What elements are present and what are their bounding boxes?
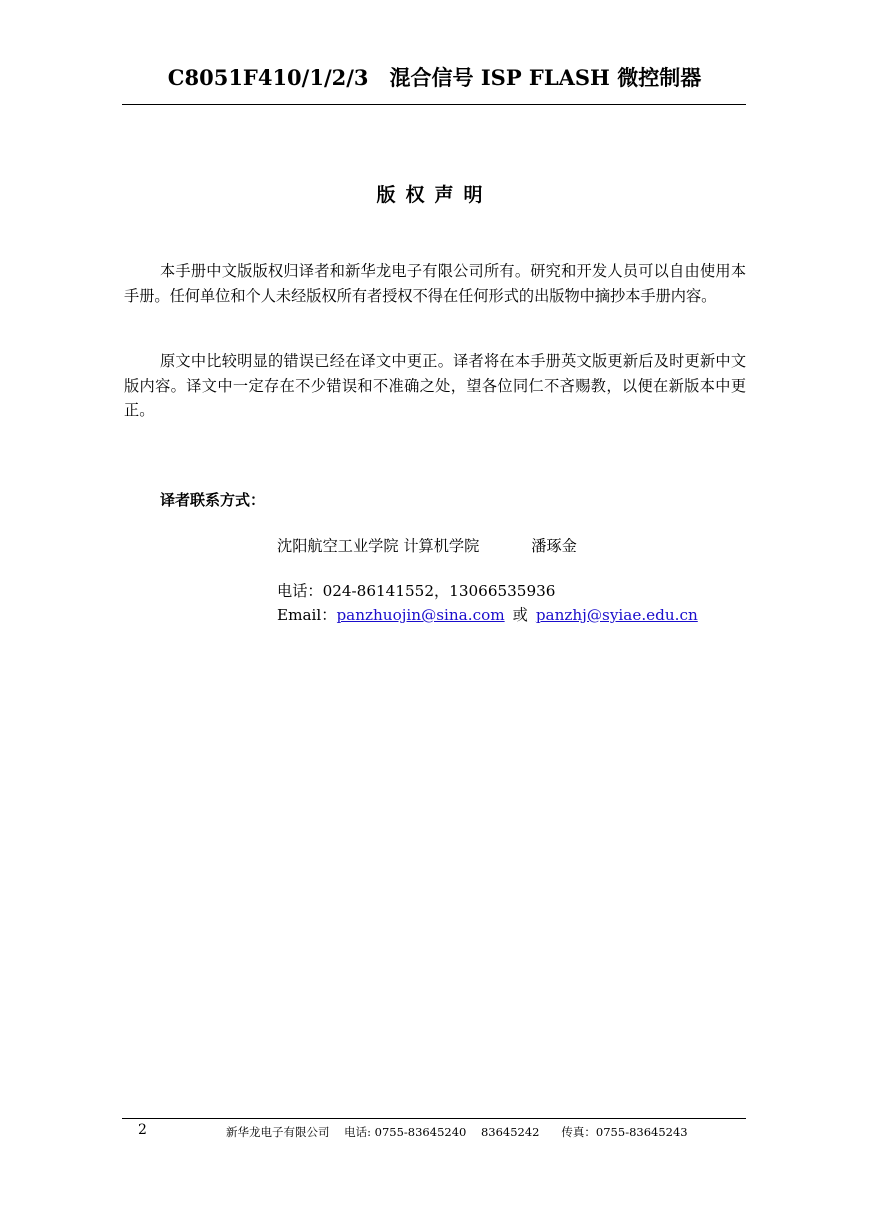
phone-numbers: 024-86141552，13066535936 bbox=[322, 582, 556, 600]
footer-divider bbox=[122, 1118, 746, 1119]
email-label: Email： bbox=[277, 606, 337, 624]
translator-name: 潘琢金 bbox=[531, 537, 577, 555]
copyright-paragraph: 本手册中文版版权归译者和新华龙电子有限公司所有。研究和开发人员可以自由使用本手册。任何单位和个人未经版权所有者授权不得在任何形式的出版物中摘抄本手册内容。 bbox=[124, 262, 746, 305]
affiliation: 沈阳航空工业学院 计算机学院 bbox=[277, 537, 480, 555]
footer-company-info: 新华龙电子有限公司 电话: 0755-83645240 83645242 传真：0755-83645243 bbox=[226, 1125, 688, 1139]
contact-heading: 译者联系方式： bbox=[160, 491, 266, 509]
email-or: 或 bbox=[512, 606, 528, 624]
page-number: 2 bbox=[138, 1122, 147, 1138]
email-link-primary[interactable]: panzhuojin@sina.com bbox=[336, 606, 505, 624]
section-title: 版权声明 bbox=[376, 184, 493, 206]
errata-paragraph: 原文中比较明显的错误已经在译文中更正。译者将在本手册英文版更新后及时更新中文版内容。译文中一定存在不少错误和不准确之处，望各位同仁不吝赐教，以便在新版本中更正。 bbox=[124, 352, 746, 419]
email-link-secondary[interactable]: panzhj@syiae.edu.cn bbox=[535, 606, 698, 624]
page-header-title: C8051F410/1/2/3 混合信号 ISP FLASH 微控制器 bbox=[167, 65, 702, 90]
phone-label: 电话： bbox=[277, 582, 323, 600]
translator-affiliation-line bbox=[277, 535, 577, 556]
header-divider bbox=[122, 104, 746, 105]
phone-line bbox=[277, 580, 555, 601]
email-line bbox=[277, 604, 698, 625]
